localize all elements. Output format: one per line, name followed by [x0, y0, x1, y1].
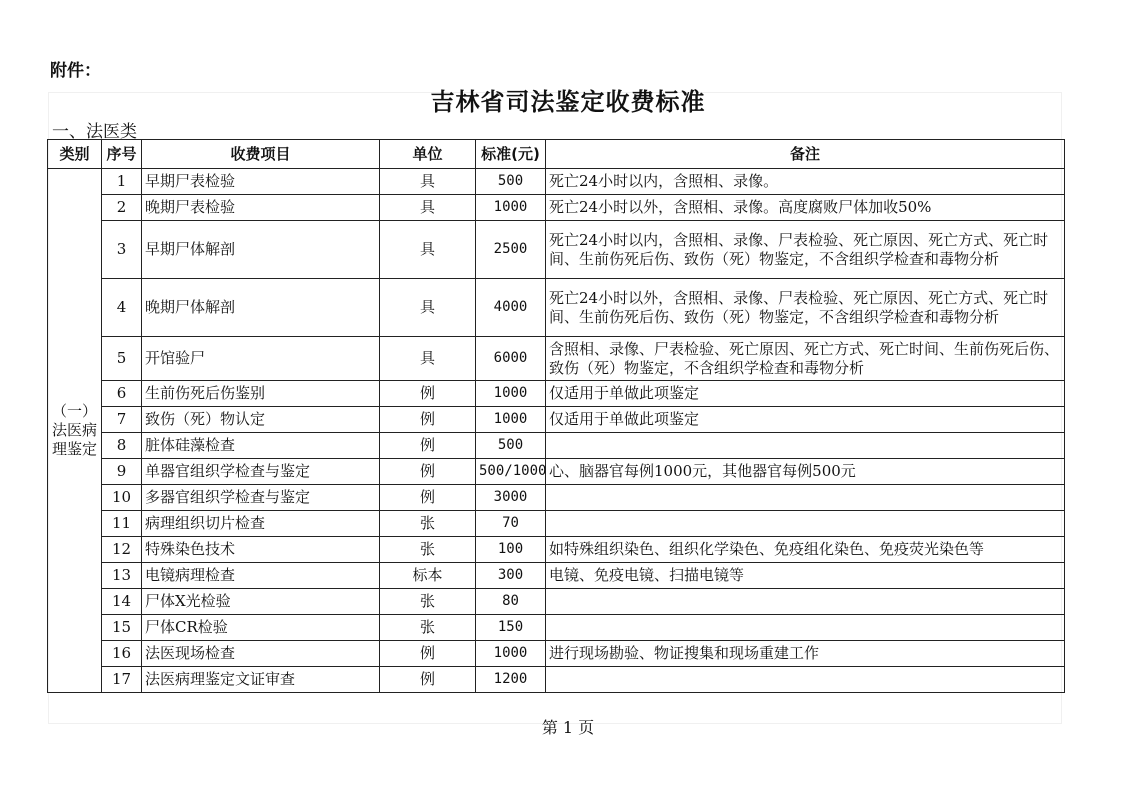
row-number-cell: 3	[102, 221, 142, 279]
fee-cell: 4000	[476, 279, 546, 337]
item-name-cell: 电镜病理检查	[142, 563, 380, 589]
table-row	[48, 381, 1065, 407]
category-cell	[48, 169, 102, 693]
row-number-cell: 2	[102, 195, 142, 221]
item-name-cell: 脏体硅藻检查	[142, 433, 380, 459]
unit-cell: 张	[380, 537, 476, 563]
table-row	[48, 537, 1065, 563]
fee-cell: 1000	[476, 381, 546, 407]
row-number-cell: 13	[102, 563, 142, 589]
item-name-cell: 法医现场检查	[142, 641, 380, 667]
fee-cell: 70	[476, 511, 546, 537]
unit-cell: 例	[380, 667, 476, 693]
unit-cell: 例	[380, 485, 476, 511]
note-cell	[546, 615, 1065, 641]
item-name-cell: 致伤（死）物认定	[142, 407, 380, 433]
unit-cell: 例	[380, 381, 476, 407]
unit-cell: 例	[380, 407, 476, 433]
category-line: 法医病	[51, 421, 97, 439]
table-row	[48, 279, 1065, 337]
item-name-cell: 尸体X光检验	[142, 589, 380, 615]
unit-cell: 具	[380, 169, 476, 195]
category-line: 理鉴定	[51, 440, 97, 458]
row-number-cell: 10	[102, 485, 142, 511]
note-cell: 如特殊组织染色、组织化学染色、免疫组化染色、免疫荧光染色等	[546, 537, 1065, 563]
note-cell: 心、脑器官每例1000元，其他器官每例500元	[546, 459, 1065, 485]
unit-cell: 张	[380, 615, 476, 641]
table-row	[48, 169, 1065, 195]
table-row	[48, 221, 1065, 279]
item-name-cell: 生前伤死后伤鉴别	[142, 381, 380, 407]
table-row	[48, 589, 1065, 615]
item-name-cell: 特殊染色技术	[142, 537, 380, 563]
fee-cell: 1000	[476, 407, 546, 433]
fee-cell: 2500	[476, 221, 546, 279]
fee-cell: 500	[476, 169, 546, 195]
fee-cell: 100	[476, 537, 546, 563]
unit-cell: 具	[380, 279, 476, 337]
row-number-cell: 14	[102, 589, 142, 615]
note-cell: 电镜、免疫电镜、扫描电镜等	[546, 563, 1065, 589]
unit-cell: 张	[380, 589, 476, 615]
item-name-cell: 早期尸体解剖	[142, 221, 380, 279]
unit-cell: 具	[380, 195, 476, 221]
unit-cell: 张	[380, 511, 476, 537]
note-cell	[546, 485, 1065, 511]
attachment-label: 附件：	[50, 61, 101, 81]
row-number-cell: 6	[102, 381, 142, 407]
fee-cell: 1000	[476, 195, 546, 221]
item-name-cell: 尸体CR检验	[142, 615, 380, 641]
note-cell: 死亡24小时以内，含照相、录像。	[546, 169, 1065, 195]
section-heading: 一、法医类	[52, 122, 137, 142]
note-cell: 仅适用于单做此项鉴定	[546, 381, 1065, 407]
fee-cell: 80	[476, 589, 546, 615]
note-cell: 进行现场勘验、物证搜集和现场重建工作	[546, 641, 1065, 667]
item-name-cell: 开馆验尸	[142, 337, 380, 381]
unit-cell: 具	[380, 221, 476, 279]
note-cell: 死亡24小时以外，含照相、录像、尸表检验、死亡原因、死亡方式、死亡时间、生前伤死后伤、致伤（死）物鉴定，不含组织学检查和毒物分析	[546, 279, 1065, 337]
row-number-cell: 5	[102, 337, 142, 381]
row-number-cell: 7	[102, 407, 142, 433]
unit-cell: 具	[380, 337, 476, 381]
note-cell: 含照相、录像、尸表检验、死亡原因、死亡方式、死亡时间、生前伤死后伤、致伤（死）物鉴定，不含组织学检查和毒物分析	[546, 337, 1065, 381]
table-row	[48, 641, 1065, 667]
row-number-cell: 11	[102, 511, 142, 537]
note-cell: 死亡24小时以外，含照相、录像。高度腐败尸体加收50%	[546, 195, 1065, 221]
fee-table	[47, 139, 1065, 693]
item-name-cell: 病理组织切片检查	[142, 511, 380, 537]
row-number-cell: 1	[102, 169, 142, 195]
category-line: （一）	[51, 402, 97, 420]
table-row	[48, 337, 1065, 381]
fee-cell: 3000	[476, 485, 546, 511]
fee-cell: 1000	[476, 641, 546, 667]
fee-cell: 6000	[476, 337, 546, 381]
fee-cell: 500	[476, 433, 546, 459]
row-number-cell: 8	[102, 433, 142, 459]
column-header: 单位	[380, 140, 476, 169]
table-row	[48, 407, 1065, 433]
unit-cell: 标本	[380, 563, 476, 589]
row-number-cell: 4	[102, 279, 142, 337]
table-row	[48, 459, 1065, 485]
table-row	[48, 615, 1065, 641]
note-cell	[546, 667, 1065, 693]
item-name-cell: 单器官组织学检查与鉴定	[142, 459, 380, 485]
fee-cell: 500/1000	[476, 459, 546, 485]
column-header: 序号	[102, 140, 142, 169]
page-title: 吉林省司法鉴定收费标准	[430, 87, 706, 116]
table-row	[48, 563, 1065, 589]
item-name-cell: 多器官组织学检查与鉴定	[142, 485, 380, 511]
row-number-cell: 17	[102, 667, 142, 693]
note-cell: 仅适用于单做此项鉴定	[546, 407, 1065, 433]
unit-cell: 例	[380, 433, 476, 459]
column-header: 类别	[48, 140, 102, 169]
fee-cell: 1200	[476, 667, 546, 693]
item-name-cell: 晚期尸表检验	[142, 195, 380, 221]
unit-cell: 例	[380, 459, 476, 485]
unit-cell: 例	[380, 641, 476, 667]
note-cell: 死亡24小时以内，含照相、录像、尸表检验、死亡原因、死亡方式、死亡时间、生前伤死后伤、致伤（死）物鉴定，不含组织学检查和毒物分析	[546, 221, 1065, 279]
row-number-cell: 9	[102, 459, 142, 485]
table-row	[48, 511, 1065, 537]
table-row	[48, 433, 1065, 459]
fee-cell: 300	[476, 563, 546, 589]
table-row	[48, 195, 1065, 221]
row-number-cell: 16	[102, 641, 142, 667]
column-header: 收费项目	[142, 140, 380, 169]
row-number-cell: 12	[102, 537, 142, 563]
row-number-cell: 15	[102, 615, 142, 641]
page-number: 第 1 页	[541, 718, 595, 737]
item-name-cell: 早期尸表检验	[142, 169, 380, 195]
item-name-cell: 晚期尸体解剖	[142, 279, 380, 337]
fee-cell: 150	[476, 615, 546, 641]
table-row	[48, 667, 1065, 693]
table-row	[48, 485, 1065, 511]
note-cell	[546, 433, 1065, 459]
table-header-row	[48, 140, 1065, 169]
column-header: 标准(元)	[476, 140, 546, 169]
item-name-cell: 法医病理鉴定文证审查	[142, 667, 380, 693]
note-cell	[546, 511, 1065, 537]
column-header: 备注	[546, 140, 1065, 169]
note-cell	[546, 589, 1065, 615]
